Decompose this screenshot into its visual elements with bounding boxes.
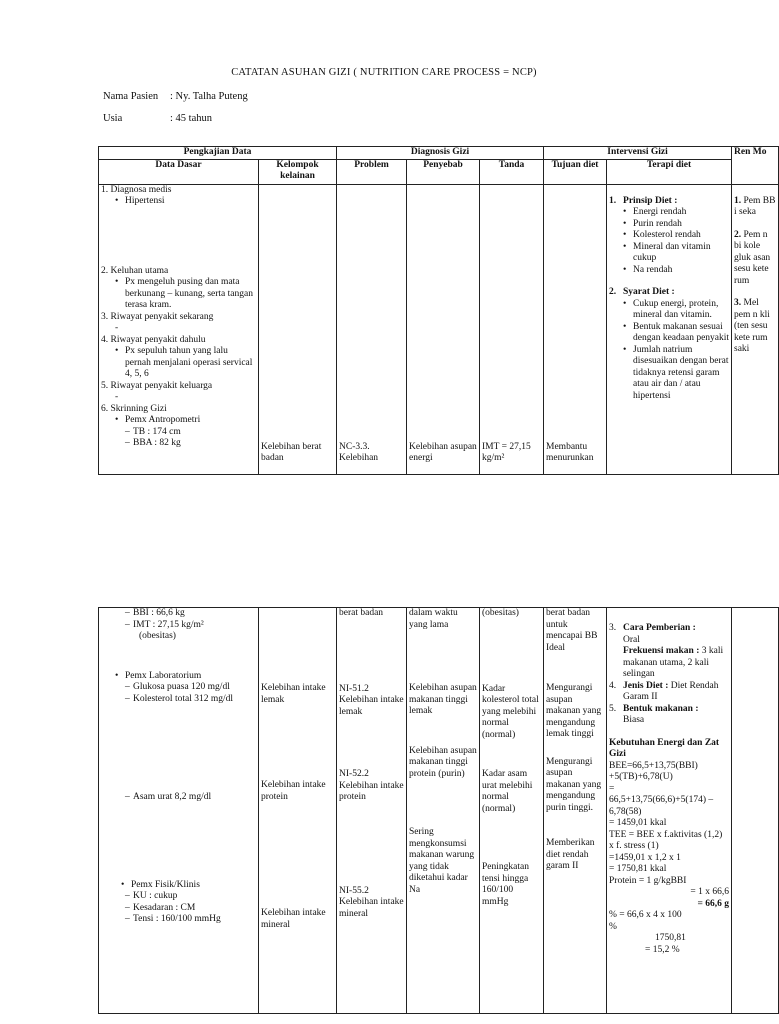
kelompok-cell [259, 608, 337, 1014]
dd-dash: - [115, 323, 119, 333]
monitoring-item-1: 1. Pem BB i seka [734, 195, 776, 217]
dd-antropometri: • Pemx Antropometri [115, 415, 256, 427]
penyebab-text: Kelebihan asupan energi [409, 441, 477, 463]
penyebab-cell [407, 608, 480, 1014]
dd-item-riwayat-keluarga: 5. Riwayat penyakit keluarga [101, 380, 213, 391]
prinsip-diet-heading: 1. Prinsip Diet : [609, 195, 678, 206]
col-group-monitoring: Ren Mo [732, 147, 779, 185]
tee-result: = 1750,81 kkal [609, 864, 667, 874]
problem-cont: berat badan [339, 608, 384, 618]
penyebab-cont: dalam waktu yang lama [409, 608, 458, 630]
percent-result: = 15,2 % [645, 944, 680, 955]
tujuan-bb-ideal: berat badan untuk mencapai BB Ideal [546, 608, 598, 653]
dd-imt-status: (obesitas) [139, 631, 176, 641]
tujuan-cell [544, 184, 607, 474]
protein-result: = 66,6 g [697, 898, 729, 909]
dd-item-keluhan: 2. Keluhan utama [101, 265, 169, 276]
syarat-item: • Bentuk makanan sesuai dengan keadaan penyakit [623, 322, 729, 345]
dd-riwayat-dahulu-text: • Px sepuluh tahun yang lalu pernah menjalani operasi servical 4, 5, 6 [115, 346, 256, 381]
penyebab-lemak: Kelebihan asupan makanan tinggi lemak [409, 683, 477, 716]
tee-formula: TEE = BEE x f.aktivitas (1,2) x f. stress (1) [609, 829, 723, 851]
patient-age-line [103, 113, 212, 124]
bentuk-makanan: 5. Bentuk makanan : [609, 703, 699, 714]
problem-text: NC-3.3. Kelebihan [339, 441, 379, 463]
dd-kolesterol: – Kolesterol total 312 mg/dl [125, 694, 256, 706]
dd-item-riwayat-sekarang: 3. Riwayat penyakit sekarang [101, 311, 214, 322]
bee-result: = 1459,01 kkal [609, 818, 667, 828]
data-dasar-cell [99, 184, 259, 474]
col-terapi: Terapi diet [607, 159, 732, 184]
tujuan-garam: Memberikan diet rendah garam II [546, 838, 595, 871]
ncp-table-page2 [98, 607, 779, 1014]
col-tujuan: Tujuan diet [544, 159, 607, 184]
monitoring-cell [732, 184, 779, 474]
percent-formula: % = 66,6 x 4 x 100 [609, 910, 682, 920]
syarat-item: • Cukup energi, protein, mineral dan vitamin. [623, 299, 729, 322]
tanda-asam-urat: Kadar asam urat melebihi normal (normal) [482, 769, 533, 814]
tanda-cell [480, 608, 544, 1014]
tujuan-purin: Mengurangi asupan makanan yang mengandung purin tinggi. [546, 756, 602, 813]
cara-pemberian-value: Oral [623, 634, 640, 645]
dd-fisik: • Pemx Fisik/Klinis [121, 880, 256, 892]
dd-bba: – BBA : 82 kg [125, 438, 256, 450]
tanda-cell [480, 184, 544, 474]
prinsip-item: • Mineral dan vitamin cukup [623, 242, 729, 265]
penyebab-mineral: Sering mengkonsumsi makanan warung yang tidak diketahui kadar Na [409, 827, 475, 895]
dd-asam-urat: – Asam urat 8,2 mg/dl [125, 792, 256, 804]
penyebab-cell [407, 184, 480, 474]
age-value: : 45 tahun [170, 113, 212, 124]
dd-tb: – TB : 174 cm [125, 427, 256, 439]
dd-kesadaran: – Kesadaran : CM [125, 903, 256, 915]
dd-imt: – IMT : 27,15 kg/m² [125, 620, 256, 632]
prinsip-item: • Energi rendah [623, 207, 729, 219]
col-penyebab: Penyebab [407, 159, 480, 184]
col-group-diagnosis: Diagnosis Gizi [337, 147, 544, 160]
tanda-kolesterol: Kadar kolesterol total yang melebihi normal (normal) [482, 683, 539, 740]
tujuan-lemak: Mengurangi asupan makanan yang mengandung lemak tinggi [546, 683, 602, 739]
monitoring-item-3: 3. Mel pem n kli (ten sesu kete rum saki [734, 298, 770, 354]
dd-item-riwayat-dahulu: 4. Riwayat penyakit dahulu [101, 334, 206, 345]
protein-sub: = 1 x 66,6 [690, 887, 729, 897]
tujuan-cell [544, 608, 607, 1014]
col-tanda: Tanda [480, 159, 544, 184]
percent-sign: % [609, 921, 617, 932]
dd-tensi: – Tensi : 160/100 mmHg [125, 914, 256, 926]
dd-dash: - [115, 392, 119, 402]
kelompok-text: Kelebihan berat badan [261, 441, 322, 463]
bee-sub: 66,5+13,75(66,6)+5(174) –6,78(58) [609, 795, 714, 817]
table-row [99, 184, 779, 474]
dd-item-skrinning: 6. Skrinning Gizi [101, 403, 167, 414]
protein-formula: Protein = 1 g/kgBBI [609, 875, 687, 886]
kelompok-lemak: Kelebihan intake lemak [261, 683, 326, 705]
table-header-row [99, 159, 779, 184]
problem-cell [337, 184, 407, 474]
jenis-diet: 4. Jenis Diet : Diet Rendah Garam II [609, 680, 719, 702]
bee-formula: BEE=66,5+13,75(BBI) +5(TB)+6,78(U) [609, 760, 698, 782]
problem-ni552: NI-55.2 Kelebihan intake mineral [339, 885, 404, 919]
kebutuhan-heading: Kebutuhan Energi dan Zat Gizi [609, 737, 720, 759]
table-row [99, 608, 779, 1014]
prinsip-item: • Kolesterol rendah [623, 230, 729, 242]
dd-glukosa: – Glukosa puasa 120 mg/dl [125, 682, 256, 694]
dd-keluhan-text: • Px mengeluh pusing dan mata berkunang – kunang, serta tangan terasa kram. [115, 277, 256, 312]
table-group-header-row [99, 147, 779, 160]
patient-value: : Ny. Talha Puteng [170, 91, 248, 102]
document-title: CATATAN ASUHAN GIZI ( NUTRITION CARE PROCESS = NCP) [231, 67, 537, 78]
patient-name-line [103, 91, 248, 102]
penyebab-protein: Kelebihan asupan makanan tinggi protein (purin) [409, 745, 477, 779]
cara-pemberian: 3. Cara Pemberian : [609, 623, 696, 633]
syarat-diet-heading: 2. Syarat Diet : [609, 287, 675, 297]
tee-sub: =1459,01 x 1,2 x 1 [609, 852, 681, 863]
dd-lab: • Pemx Laboratorium [115, 671, 256, 683]
bentuk-makanan-value: Biasa [623, 715, 645, 725]
col-group-intervensi: Intervensi Gizi [544, 147, 732, 160]
tujuan-text: Membantu menurunkan [546, 441, 594, 463]
col-group-pengkajian: Pengkajian Data [99, 147, 337, 160]
age-label: Usia [103, 113, 123, 124]
terapi-cell [607, 184, 732, 474]
dd-hipertensi: • Hipertensi [115, 196, 256, 208]
patient-label: Nama Pasien [103, 91, 159, 102]
col-kelompok: Kelompok kelainan [259, 159, 337, 184]
ncp-table-page1 [98, 146, 779, 475]
syarat-item: • Jumlah natrium disesuaikan dengan berat tidaknya retensi garam atau air dan / atau hipertensi [623, 345, 729, 403]
percent-denominator: 1750,81 [655, 933, 686, 943]
problem-ni522: NI-52.2 Kelebihan intake protein [339, 769, 404, 802]
tanda-cont: (obesitas) [482, 608, 519, 618]
dd-ku: – KU : cukup [125, 891, 256, 903]
tanda-tensi: Peningkatan tensi hingga 160/100 mmHg [482, 862, 529, 907]
kelompok-protein: Kelebihan intake protein [261, 780, 326, 802]
monitoring-cell [732, 608, 779, 1014]
dd-item-diagnosa: 1. Diagnosa medis [101, 184, 172, 195]
prinsip-item: • Purin rendah [623, 219, 729, 231]
terapi-cell [607, 608, 732, 1014]
problem-cell [337, 608, 407, 1014]
data-dasar-cell [99, 608, 259, 1014]
bee-eq: = [609, 783, 615, 794]
col-problem: Problem [337, 159, 407, 184]
monitoring-item-2: 2. Pem n bi kole gluk asan sesu kete rum [734, 229, 771, 286]
prinsip-item: • Na rendah [623, 265, 729, 277]
dd-bbi: – BBI : 66,6 kg [125, 608, 256, 620]
kelompok-mineral: Kelebihan intake mineral [261, 908, 326, 930]
col-data-dasar: Data Dasar [99, 159, 259, 184]
kelompok-cell [259, 184, 337, 474]
problem-ni512: NI-51.2 Kelebihan intake lemak [339, 683, 404, 717]
tanda-text: IMT = 27,15 kg/m² [482, 441, 531, 463]
frekuensi-makan: Frekuensi makan : 3 kali makanan utama, 2 kali selingan [623, 646, 724, 679]
